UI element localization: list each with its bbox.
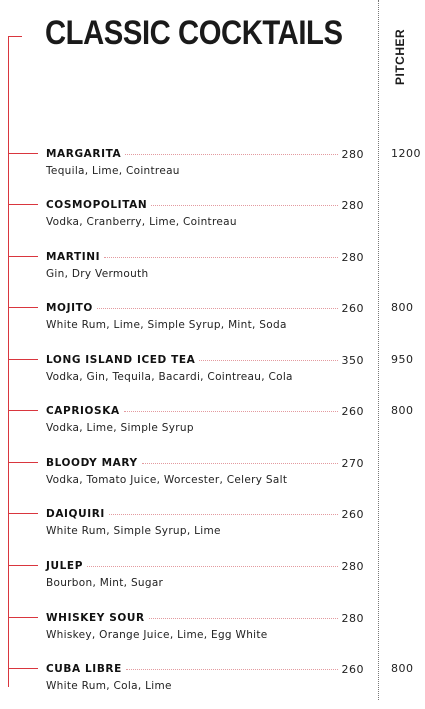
item-ingredients: Gin, Dry Vermouth xyxy=(46,268,149,280)
pitcher-price: 800 xyxy=(391,662,414,675)
item-name-row xyxy=(46,249,364,265)
pitcher-price: 950 xyxy=(391,353,414,366)
dotted-leader xyxy=(124,411,338,412)
item-name: WHISKEY SOUR xyxy=(46,612,145,624)
item-price: 260 xyxy=(341,662,364,676)
item-name: COSMOPOLITAN xyxy=(46,199,148,211)
item-price: 350 xyxy=(341,353,364,367)
menu-item xyxy=(0,558,425,606)
item-ingredients: Vodka, Tomato Juice, Worcester, Celery Salt xyxy=(46,474,288,486)
item-marker xyxy=(8,153,38,154)
item-name: MARTINI xyxy=(46,251,101,263)
item-price: 260 xyxy=(341,404,364,418)
dotted-leader xyxy=(151,205,337,206)
item-marker xyxy=(8,617,38,618)
menu-item xyxy=(0,506,425,554)
item-ingredients: Vodka, Lime, Simple Syrup xyxy=(46,422,194,434)
item-marker xyxy=(8,513,38,514)
item-name: MOJITO xyxy=(46,302,93,314)
item-price: 280 xyxy=(341,147,364,161)
menu-item xyxy=(0,610,425,658)
item-marker xyxy=(8,307,38,308)
item-name: DAIQUIRI xyxy=(46,508,105,520)
dotted-leader xyxy=(142,463,338,464)
item-price: 280 xyxy=(341,250,364,264)
item-marker xyxy=(8,359,38,360)
item-marker xyxy=(8,565,38,566)
item-name-row xyxy=(46,197,364,213)
item-name-row xyxy=(46,610,364,626)
item-ingredients: Whiskey, Orange Juice, Lime, Egg White xyxy=(46,629,268,641)
item-marker xyxy=(8,462,38,463)
item-price: 280 xyxy=(341,559,364,573)
item-ingredients: Vodka, Cranberry, Lime, Cointreau xyxy=(46,216,237,228)
item-name-row xyxy=(46,506,364,522)
item-ingredients: Tequila, Lime, Cointreau xyxy=(46,165,180,177)
item-name-row xyxy=(46,300,364,316)
dotted-leader xyxy=(97,308,338,309)
menu-item xyxy=(0,403,425,451)
item-name-row xyxy=(46,661,364,677)
item-name-row xyxy=(46,352,364,368)
item-name-row xyxy=(46,146,364,162)
item-price: 270 xyxy=(341,456,364,470)
item-marker xyxy=(8,410,38,411)
item-name-row xyxy=(46,455,364,471)
menu-item xyxy=(0,146,425,194)
dotted-leader xyxy=(104,257,337,258)
item-ingredients: White Rum, Cola, Lime xyxy=(46,680,172,692)
item-name: MARGARITA xyxy=(46,148,122,160)
item-name: CAPRIOSKA xyxy=(46,405,120,417)
menu-item xyxy=(0,455,425,503)
menu-item xyxy=(0,661,425,709)
dotted-leader xyxy=(199,360,337,361)
item-ingredients: White Rum, Simple Syrup, Lime xyxy=(46,525,221,537)
pitcher-price: 1200 xyxy=(391,147,421,160)
dotted-leader xyxy=(87,566,338,567)
dotted-leader xyxy=(126,669,338,670)
item-marker xyxy=(8,256,38,257)
item-price: 260 xyxy=(341,507,364,521)
menu-item xyxy=(0,352,425,400)
item-price: 280 xyxy=(341,198,364,212)
item-ingredients: White Rum, Lime, Simple Syrup, Mint, Soda xyxy=(46,319,287,331)
item-price: 280 xyxy=(341,611,364,625)
menu-item xyxy=(0,300,425,348)
pitcher-price: 800 xyxy=(391,301,414,314)
item-name: CUBA LIBRE xyxy=(46,663,122,675)
dotted-leader xyxy=(149,618,338,619)
item-name: LONG ISLAND ICED TEA xyxy=(46,354,196,366)
menu-item xyxy=(0,197,425,245)
pitcher-column-label: PITCHER xyxy=(393,28,407,85)
dotted-leader xyxy=(125,154,337,155)
page-title: CLASSIC COCKTAILS xyxy=(45,14,343,52)
pitcher-price: 800 xyxy=(391,404,414,417)
dotted-leader xyxy=(109,514,338,515)
item-price: 260 xyxy=(341,301,364,315)
item-marker xyxy=(8,204,38,205)
item-name-row xyxy=(46,403,364,419)
item-name-row xyxy=(46,558,364,574)
menu-item xyxy=(0,249,425,297)
item-ingredients: Vodka, Gin, Tequila, Bacardi, Cointreau, Cola xyxy=(46,371,293,383)
item-name: JULEP xyxy=(46,560,83,572)
item-marker xyxy=(8,668,38,669)
item-ingredients: Bourbon, Mint, Sugar xyxy=(46,577,164,589)
menu-bracket-top xyxy=(8,36,22,37)
item-name: BLOODY MARY xyxy=(46,457,138,469)
